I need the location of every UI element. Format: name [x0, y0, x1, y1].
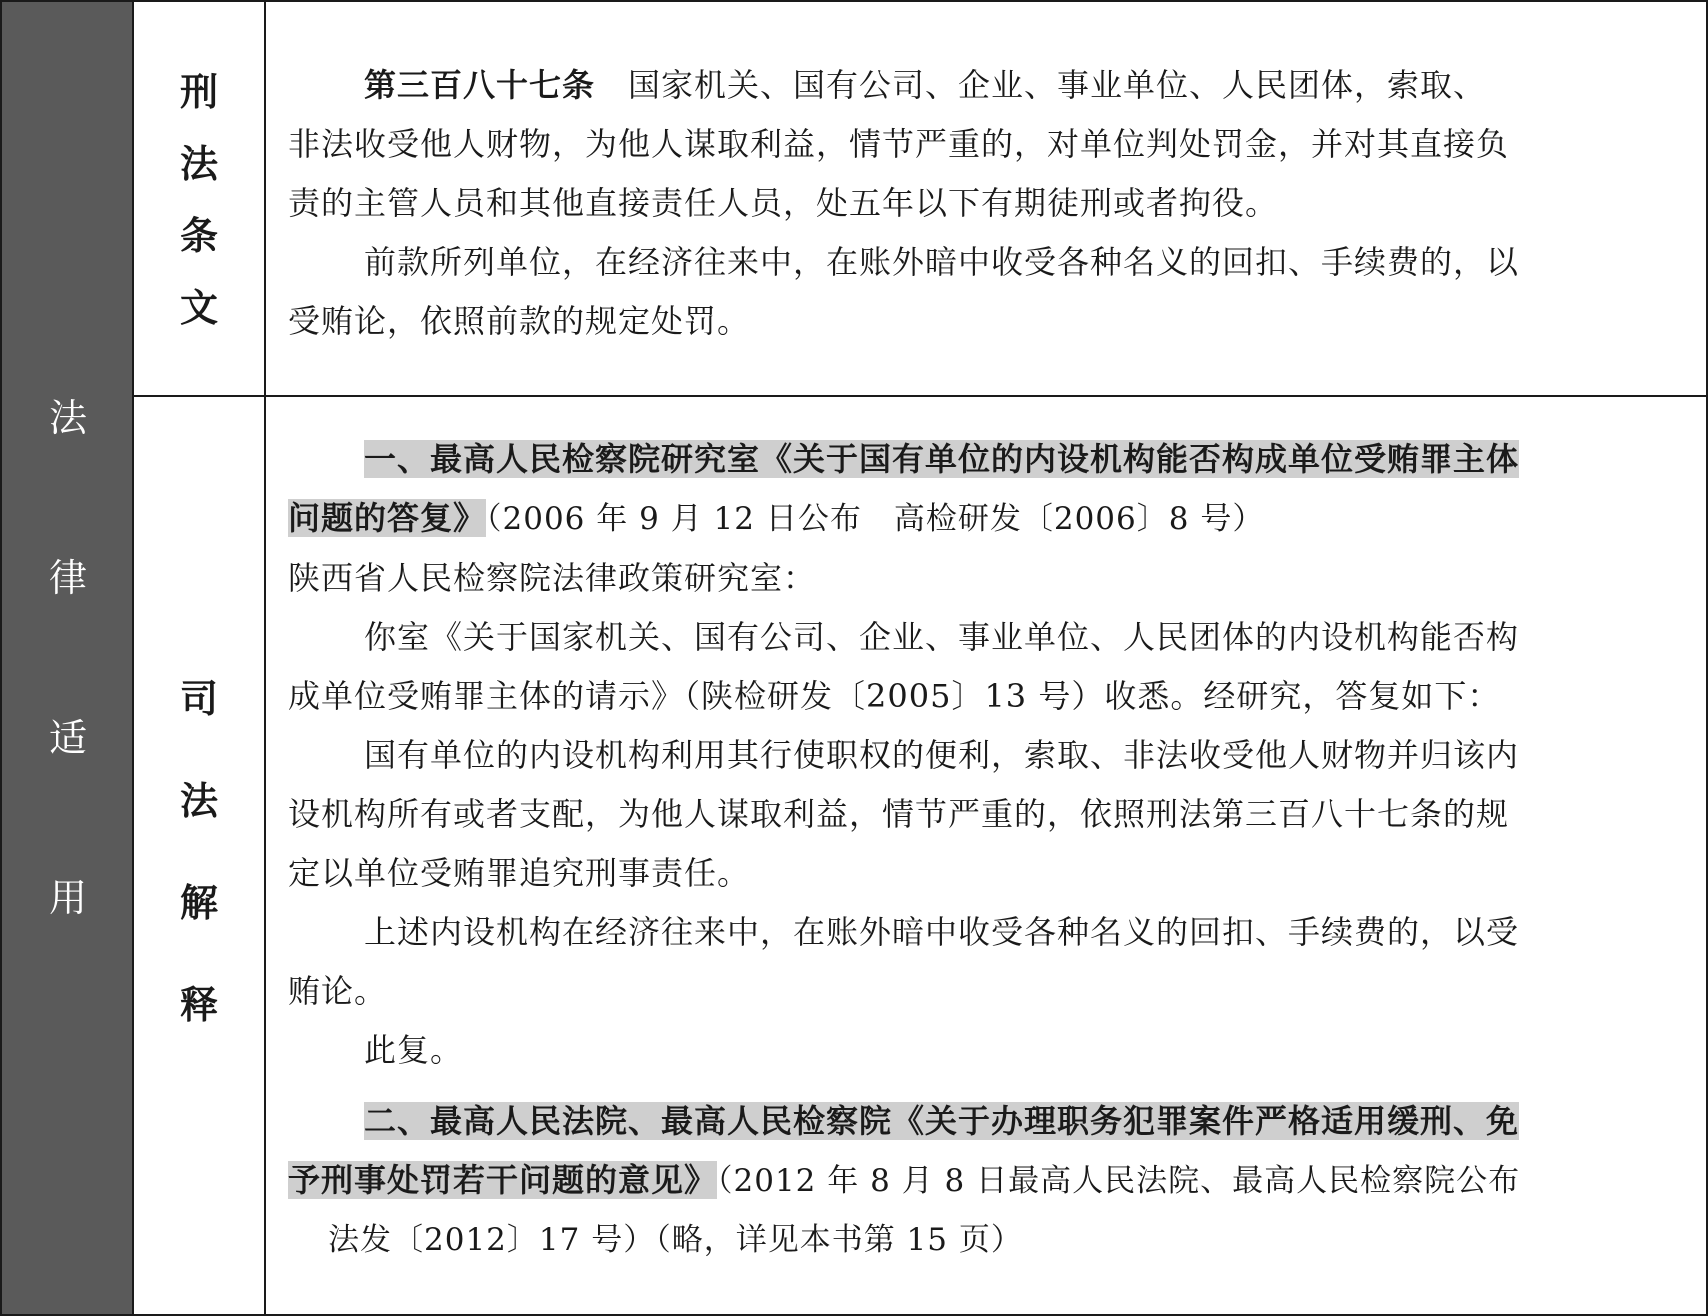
item1-source: （2006 年 9 月 12 日公布 高检研发〔2006〕8 号） [486, 501, 1265, 537]
label-char: 法 [179, 779, 218, 823]
item1-title: 一、最高人民检察院研究室《关于国有单位的内设机构能否构成单位受贿罪主体 [364, 440, 1520, 478]
body-line: 国有单位的内设机构利用其行使职权的便利，索取、非法收受他人财物并归该内 [364, 736, 1520, 774]
body-line: 设机构所有或者支配，为他人谋取利益，情节严重的，依照刑法第三百八十七条的规 [288, 795, 1510, 833]
label-char: 司 [179, 677, 218, 721]
label-char: 条 [179, 214, 218, 258]
sidebar-char: 用 [48, 876, 87, 920]
article-line: 责的主管人员和其他直接责任人员，处五年以下有期徒刑或者拘役。 [288, 184, 1279, 222]
interpretation-text [288, 430, 1686, 1270]
label-char: 解 [179, 881, 218, 925]
body-line: 贿论。 [288, 972, 388, 1010]
item2-title-cont: 予刑事处罚若干问题的意见》（2012 年 8 月 8 日最高人民法院、最高人民检察院公布 [288, 1161, 1521, 1199]
item2-title: 二、最高人民法院、最高人民检察院《关于办理职务犯罪案件严格适用缓刑、免 [364, 1102, 1520, 1140]
article-paragraph-2: 前款所列单位，在经济往来中，在账外暗中收受各种名义的回扣、手续费的，以 [364, 243, 1520, 281]
label-criminal-law-articles [134, 2, 266, 395]
body-line: 你室《关于国家机关、国有公司、企业、事业单位、人民团体的内设机构能否构 [364, 618, 1520, 656]
label-char: 文 [179, 286, 218, 330]
label-char: 法 [179, 142, 218, 186]
article-title: 第三百八十七条 [364, 66, 596, 104]
label-char: 刑 [179, 70, 218, 114]
body-line: 定以单位受贿罪追究刑事责任。 [288, 854, 751, 892]
row-divider [134, 395, 1708, 397]
item2-source-cont: 法发〔2012〕17 号）（略，详见本书第 15 页） [328, 1222, 1023, 1258]
closing: 此复。 [364, 1031, 464, 1069]
article-line: 非法收受他人财物，为他人谋取利益，情节严重的，对单位判处罚金，并对其直接负 [288, 125, 1510, 163]
label-judicial-interpretation [134, 397, 266, 1314]
article-line: 受贿论，依照前款的规定处罚。 [288, 302, 751, 340]
body-line: 上述内设机构在经济往来中，在账外暗中收受各种名义的回扣、手续费的，以受 [364, 913, 1520, 951]
label-char: 释 [179, 983, 218, 1027]
sidebar-char: 适 [48, 716, 87, 760]
item1-title-cont: 问题的答复》（2006 年 9 月 12 日公布 高检研发〔2006〕8 号） [288, 499, 1265, 537]
item2-source: （2012 年 8 月 8 日最高人民法院、最高人民检察院公布 [717, 1163, 1521, 1199]
article-text [288, 56, 1686, 351]
article-paragraph-1: 第三百八十七条 国家机关、国有公司、企业、事业单位、人民团体，索取、 [364, 66, 1487, 104]
sidebar-law-application [2, 2, 134, 1314]
body-line: 成单位受贿罪主体的请示》（陕检研发〔2005〕13 号）收悉。经研究，答复如下： [288, 677, 1501, 715]
sidebar-char: 律 [48, 556, 87, 600]
sidebar-char: 法 [48, 396, 87, 440]
recipient: 陕西省人民检察院法律政策研究室： [288, 559, 817, 597]
